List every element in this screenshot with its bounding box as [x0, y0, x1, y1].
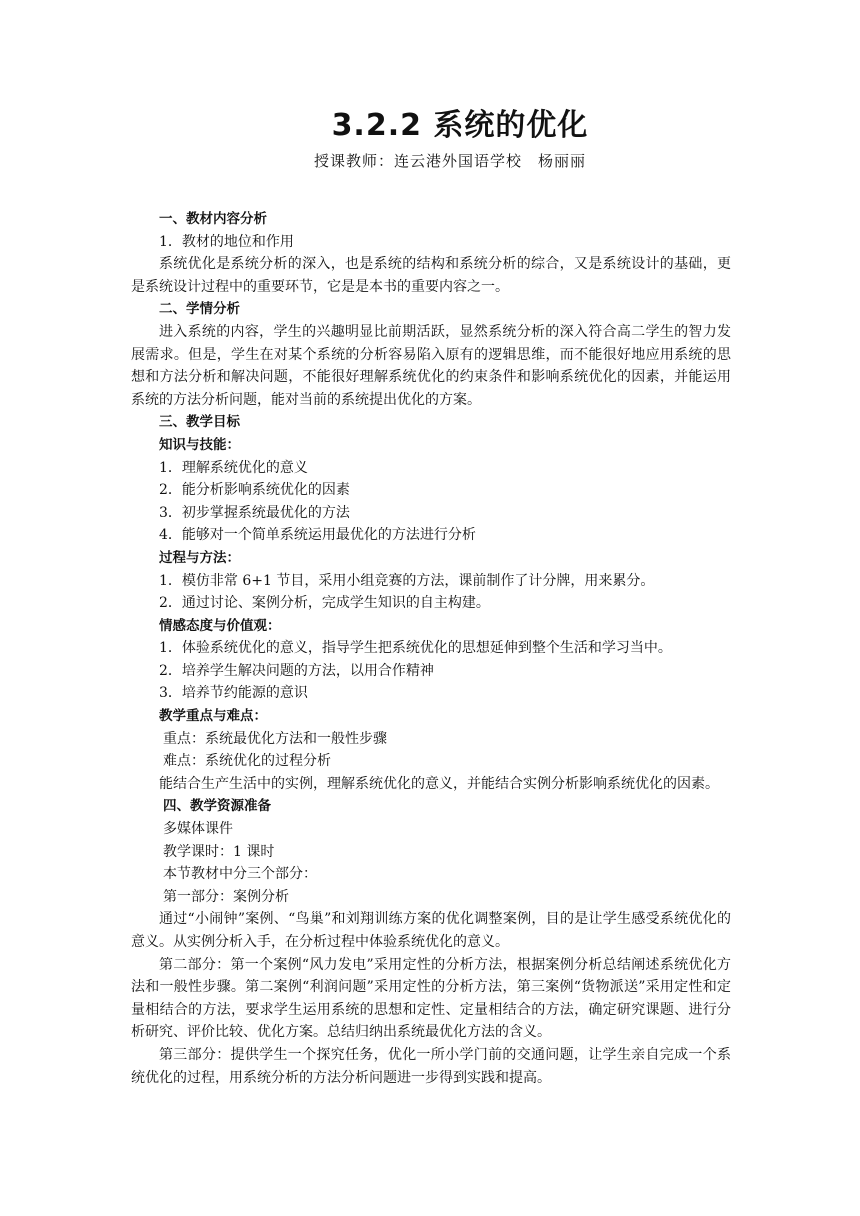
paragraph: 第三部分：提供学生一个探究任务，优化一所小学门前的交通问题，让学生亲自完成一个系统优化的过程，用系统分析的方法分析问题进一步得到实践和提高。 [131, 1046, 731, 1086]
paragraph: 通过“小闹钟”案例、“鸟巢”和刘翔训练方案的优化调整案例，目的是让学生感受系统优化的意义。从实例分析入手，在分析过程中体验系统优化的意义。 [131, 911, 731, 950]
list-item: 3．培养节约能源的意识 [159, 685, 308, 702]
paragraph: 第二部分：第一个案例“风力发电”采用定性的分析方法，根据案例分析总结阐述系统优化方法和一般性步骤。第二案例“利润问题”采用定性的分析方法，第三案例“货物派送”采用定性和定量相结合的方法，要求学生运用系统的思想和定性、定量相结合的方法，确定研究课题、进行分析研究、评价比较、优化方案。总结归纳出系统最优化方法的含义。 [131, 956, 731, 1041]
section-heading-3: 三、教学目标 [159, 414, 240, 431]
part1-title: 第一部分：案例分析 [163, 888, 289, 905]
list-item: 2．培养学生解决问题的方法，以用合作精神 [159, 662, 434, 679]
subheading-emotion: 情感态度与价值观： [159, 617, 281, 634]
list-item: 1．模仿非常 6+1 节目，采用小组竞赛的方法，课前制作了计分牌，用来累分。 [159, 572, 655, 589]
list-item: 1．体验系统优化的意义，指导学生把系统优化的思想延伸到整个生活和学习当中。 [159, 640, 672, 657]
parts-intro: 本节教材中分三个部分： [163, 866, 317, 883]
difficult-point: 难点：系统优化的过程分析 [163, 753, 331, 770]
paragraph: 系统优化是系统分析的深入，也是系统的结构和系统分析的综合，又是系统设计的基础，更是系统设计过程中的重要环节，它是是本书的重要内容之一。 [131, 256, 731, 295]
section-heading-4: 四、教学资源准备 [163, 798, 271, 815]
document-body [131, 208, 731, 1089]
resource-item: 多媒体课件 [163, 821, 233, 838]
class-hours: 教学课时：1 课时 [163, 843, 275, 860]
list-item: 2．通过讨论、案例分析，完成学生知识的自主构建。 [159, 595, 490, 612]
paragraph: 进入系统的内容，学生的兴趣明显比前期活跃，显然系统分析的深入符合高二学生的智力发展需求。但是，学生在对某个系统的分析容易陷入原有的逻辑思维，而不能很好地应用系统的思想和方法分析和解决问题，不能很好理解系统优化的约束条件和影响系统优化的因素，并能运用系统的方法分析问题，能对当前的系统提出优化的方案。 [131, 323, 731, 408]
document-title: 3.2.2 系统的优化 [331, 108, 589, 143]
list-item: 3．初步掌握系统最优化的方法 [159, 504, 350, 521]
list-item: 4．能够对一个简单系统运用最优化的方法进行分析 [159, 527, 476, 544]
subheading-process: 过程与方法： [159, 549, 240, 566]
subheading-key-points: 教学重点与难点： [159, 708, 267, 725]
list-item: 1．教材的地位和作用 [159, 233, 294, 250]
section-heading-2: 二、学情分析 [159, 301, 240, 318]
section-heading-1: 一、教材内容分析 [159, 211, 267, 227]
list-item: 1．理解系统优化的意义 [159, 459, 308, 476]
teacher-line: 授课教师：连云港外国语学校 杨丽丽 [313, 152, 586, 170]
key-point: 重点：系统最优化方法和一般性步骤 [163, 730, 387, 747]
paragraph: 能结合生产生活中的实例，理解系统优化的意义，并能结合实例分析影响系统优化的因素。 [159, 775, 719, 792]
list-item: 2．能分析影响系统优化的因素 [159, 482, 350, 499]
subheading-knowledge: 知识与技能： [159, 436, 240, 453]
